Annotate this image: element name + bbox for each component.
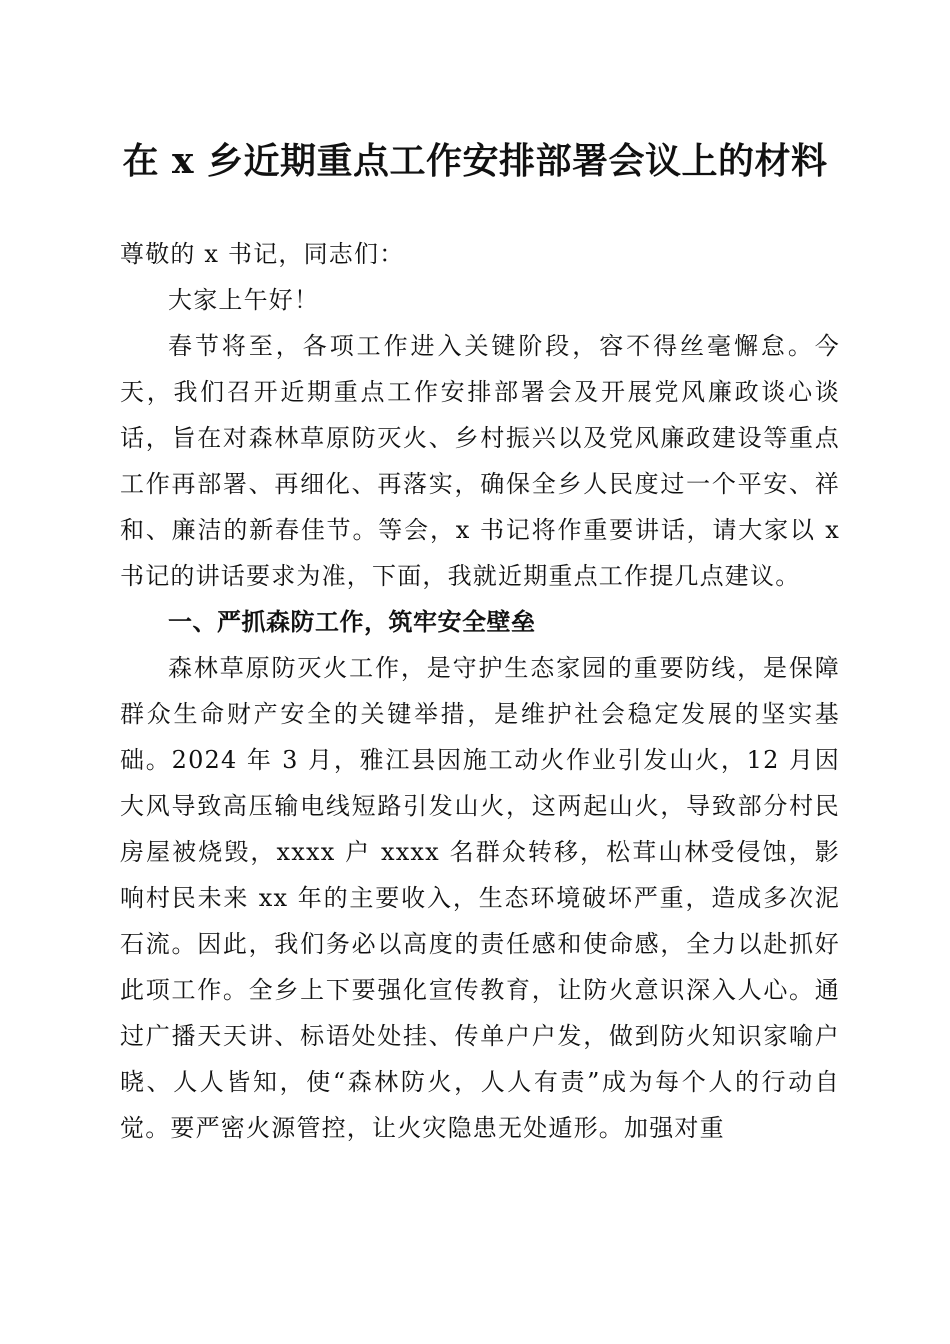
section-heading-1: 一、严抓森防工作，筑牢安全壁垒 — [168, 608, 536, 636]
salutation: 尊敬的 x 书记，同志们： — [120, 240, 405, 268]
paragraph-forest-fire: 森林草原防灭火工作，是守护生态家园的重要防线，是保障群众生命财产安全的关键举措，是维护社会稳定发展的坚实基础。2024 年 3 月，雅江县因施工动火作业引发山火，12 月因大风导致高压输电线短路引发山火，这两起山火，导致部分村民房屋被烧毁，xxxx 户 xxxx 名群众转移，松茸山林受侵蚀，影响村民未来 xx 年的主要收入，生态环境破坏严重，造成多次泥石流。因此，我们务必以高度的责任感和使命感，全力以赴抓好此项工作。全乡上下要强化宣传教育，让防火意识深入人心。通过广播天天讲、标语处处挂、传单户户发，做到防火知识家喻户晓、人人皆知，使“森林防火，人人有责”成为每个人的行动自觉。要严密火源管控，让火灾隐患无处遁形。加强对重 — [120, 654, 840, 1142]
document-body — [120, 231, 840, 1151]
paragraph-intro: 春节将至，各项工作进入关键阶段，容不得丝毫懈怠。今天，我们召开近期重点工作安排部署会及开展党风廉政谈心谈话，旨在对森林草原防灭火、乡村振兴以及党风廉政建设等重点工作再部署、再细化、再落实，确保全乡人民度过一个平安、祥和、廉洁的新春佳节。等会，x 书记将作重要讲话，请大家以 x 书记的讲话要求为准，下面，我就近期重点工作提几点建议。 — [120, 332, 840, 590]
greeting: 大家上午好！ — [168, 286, 320, 314]
document-title: 在 x 乡近期重点工作安排部署会议上的材料 — [122, 140, 828, 182]
